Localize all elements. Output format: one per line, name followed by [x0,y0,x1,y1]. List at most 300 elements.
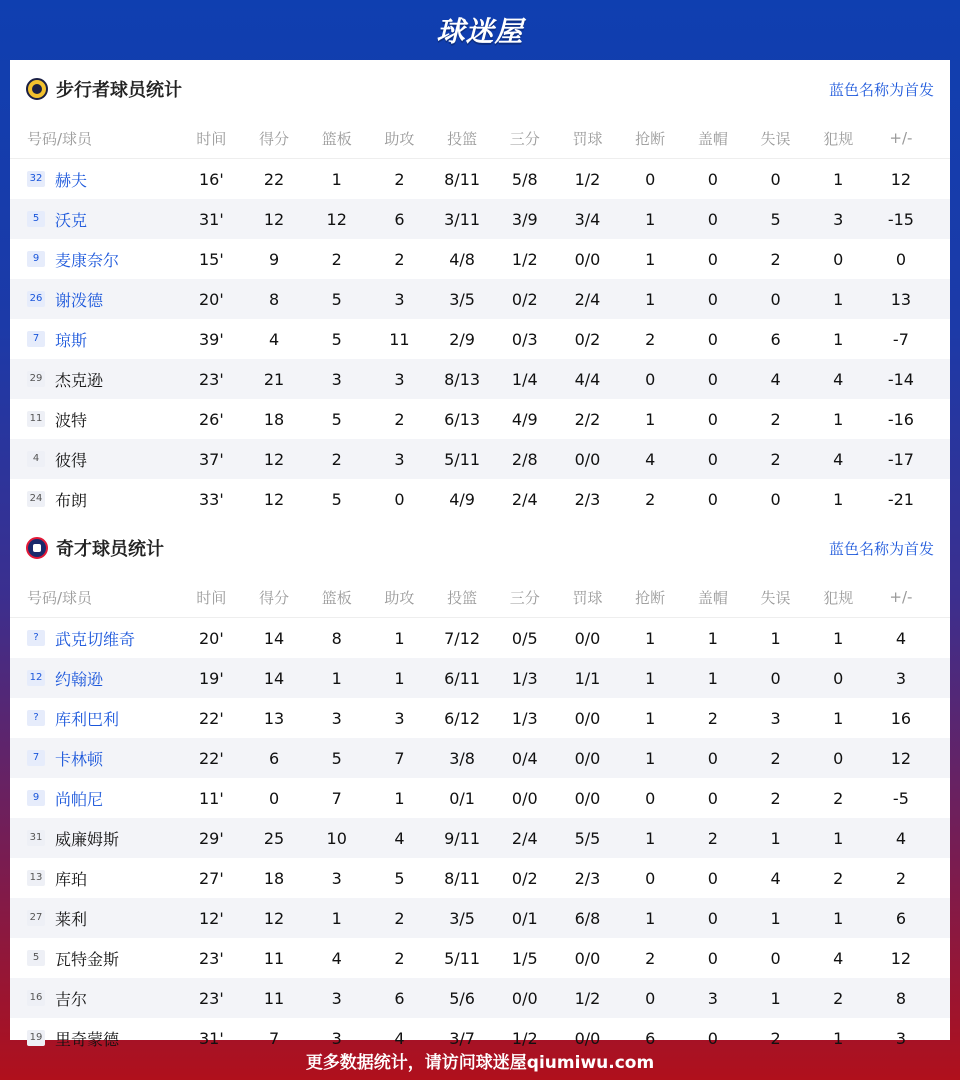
stat-cell: 3/5 [449,908,475,928]
column-header: 得分 [259,129,290,148]
stat-cell: 4 [268,329,280,349]
team-header [10,60,950,118]
jersey-number-badge: 29 [27,371,45,387]
stat-cell: -7 [892,329,909,349]
stat-cell: 0/0 [574,948,601,968]
player-name[interactable]: 赫夫 [55,170,88,190]
stat-cell: 6 [268,748,280,768]
stat-cell: 8 [895,988,906,1008]
footer-banner[interactable] [0,1040,960,1080]
stat-cell: 6 [645,1028,656,1048]
stat-cell: 6/13 [444,409,481,429]
stat-cell: 1 [645,828,656,848]
stat-cell: 3 [331,369,342,389]
stat-cell: 5 [331,489,342,509]
stat-cell: 5 [770,209,781,229]
stat-cell: 2 [770,409,781,429]
stat-cell: 12 [890,169,912,189]
stat-cell: 27' [198,868,224,888]
stat-cell: 1 [770,988,781,1008]
stat-cell: 5/6 [449,988,475,1008]
stat-cell: 1/4 [511,369,538,389]
stat-cell: 0/1 [449,788,475,808]
column-header: 篮板 [321,588,352,607]
stat-cell: 12 [263,908,285,928]
stat-cell: 2 [833,988,844,1008]
column-header: 篮板 [321,129,352,148]
table-row [10,858,950,898]
column-header: 抢断 [635,129,666,148]
stat-cell: 14 [263,628,285,648]
table-row [10,159,950,199]
stat-cell: 8/11 [444,868,481,888]
stat-cell: 2 [645,489,656,509]
stat-cell: 22 [263,169,285,189]
starter-note: 蓝色名称为首发 [828,539,934,558]
stat-cell: 2/4 [511,828,538,848]
stat-cell: 2 [394,908,405,928]
player-name[interactable]: 里奇蒙德 [55,1029,120,1049]
stat-cell: 9 [268,249,280,269]
footer-text: 更多数据统计，请访问球迷屋qiumiwu.com [305,1052,655,1073]
player-name[interactable]: 吉尔 [55,989,88,1009]
table-row [10,658,950,698]
stat-cell: 0 [707,868,718,888]
stat-cell: 1 [833,489,844,509]
player-cell [10,448,180,471]
stat-cell: 0/0 [511,788,538,808]
stat-cell: 4 [833,948,844,968]
player-cell [10,328,180,351]
stat-cell: 5/11 [444,449,481,469]
table-row [10,618,950,658]
stat-cell: 25 [263,828,285,848]
stat-cell: 0/2 [511,868,538,888]
player-name[interactable]: 莱利 [55,909,88,929]
stat-cell: 23' [198,988,224,1008]
stat-cell: 0 [833,748,844,768]
stat-cell: 2 [394,169,405,189]
player-cell [10,907,180,930]
stat-cell: 1 [331,169,342,189]
stat-cell: 8 [331,628,342,648]
stat-cell: 1 [645,249,656,269]
pacers-logo-icon [26,78,48,100]
column-header: 失误 [760,588,791,607]
player-name[interactable]: 武克切维奇 [55,629,136,649]
stat-cell: 23' [198,369,224,389]
stat-cell: 0 [645,988,656,1008]
stat-cell: 2 [770,449,781,469]
stat-cell: 1/2 [511,1028,538,1048]
stat-cell: 12 [263,449,285,469]
stat-cell: 3 [331,868,342,888]
stat-cell: 3 [394,708,405,728]
player-name[interactable]: 瓦特金斯 [55,949,120,969]
stat-cell: 1 [645,628,656,648]
jersey-number-badge: ? [27,710,45,726]
stat-cell: -21 [887,489,914,509]
stat-cell: 2/4 [511,489,538,509]
player-name[interactable]: 卡林顿 [55,749,104,769]
player-rows [10,618,950,1058]
stat-cell: 1 [770,908,781,928]
jersey-number-badge: 11 [27,411,45,427]
stat-cell: 4 [770,369,781,389]
stat-cell: 0 [645,369,656,389]
wizards-logo-icon [26,537,48,559]
column-header: +/- [889,129,913,147]
stat-cell: 3/4 [574,209,601,229]
stat-cell: 2/2 [574,409,601,429]
stat-cell: 5 [331,409,342,429]
stat-cell: 1 [645,409,656,429]
stat-cell: 23' [198,948,224,968]
jersey-number-badge: ? [27,630,45,646]
stat-cell: 13 [263,708,285,728]
column-header: 犯规 [823,129,854,148]
table-row [10,778,950,818]
column-header: 号码/球员 [27,588,93,607]
column-header: 时间 [196,129,227,148]
stat-cell: 1 [833,828,844,848]
stat-cell: 4/9 [511,409,538,429]
player-cell [10,408,180,431]
table-row [10,698,950,738]
stat-cell: 2 [707,708,718,728]
stat-cell: 0 [833,249,844,269]
stat-cell: 6 [895,908,906,928]
jersey-number-badge: 4 [27,451,45,467]
stat-cell: 2 [394,948,405,968]
stat-cell: 0 [707,289,718,309]
stat-cell: 0 [707,209,718,229]
stat-cell: 31' [198,1028,224,1048]
column-header: 盖帽 [697,129,728,148]
stat-cell: 6 [394,209,405,229]
jersey-number-badge: 31 [27,830,45,846]
stat-cell: 7 [394,748,405,768]
app-header [0,0,960,60]
stat-cell: 16' [198,169,224,189]
stat-cell: 1/2 [574,169,601,189]
stat-cell: 4/4 [574,369,601,389]
stat-cell: 2 [833,788,844,808]
player-name[interactable]: 约翰逊 [55,669,104,689]
stat-cell: 2 [707,828,718,848]
stat-cell: 4 [394,828,405,848]
player-cell [10,627,180,650]
column-header: 投篮 [447,129,478,148]
player-cell [10,827,180,850]
player-cell [10,707,180,730]
jersey-number-badge: 27 [27,910,45,926]
table-row [10,978,950,1018]
stat-cell: 4/9 [449,489,475,509]
stat-cell: 8/13 [444,369,481,389]
stat-cell: 2 [833,868,844,888]
stat-cell: 8/11 [444,169,481,189]
stat-cell: 22' [198,748,224,768]
table-row [10,818,950,858]
stat-cell: 21 [263,369,285,389]
stat-cell: 18 [263,868,285,888]
stat-cell: 11 [263,988,285,1008]
stat-cell: 0 [707,948,718,968]
player-name[interactable]: 谢泼德 [55,290,104,310]
player-name[interactable]: 沃克 [55,210,88,230]
stat-cell: 8 [268,289,280,309]
stat-cell: 1 [707,628,718,648]
stat-cell: 1/3 [511,668,538,688]
stat-cell: 1 [394,668,405,688]
stat-cell: 15' [198,249,224,269]
jersey-number-badge: 19 [27,1030,45,1046]
stat-cell: 12 [326,209,347,229]
stat-cell: 0 [707,409,718,429]
stat-cell: 0 [268,788,280,808]
stat-cell: 0 [645,788,656,808]
player-name[interactable]: 杰克逊 [55,370,104,390]
stat-cell: 4 [895,828,906,848]
stat-cell: 22' [198,708,224,728]
stat-cell: 2/4 [574,289,601,309]
stat-cell: 33' [198,489,224,509]
stat-cell: 4 [833,449,844,469]
stat-cell: 0 [833,668,844,688]
stat-cell: 2 [394,249,405,269]
table-row [10,279,950,319]
stat-cell: 20' [198,289,224,309]
player-cell [10,987,180,1010]
site-logo: 球迷屋 [436,15,524,48]
stat-cell: 2 [770,249,781,269]
stat-cell: 1 [645,908,656,928]
stat-cell: 4/8 [449,249,475,269]
stat-cell: 3 [394,369,405,389]
stat-cell: 4 [645,449,656,469]
column-header: 失误 [760,129,791,148]
stat-cell: 5/5 [574,828,601,848]
player-name[interactable]: 库利巴利 [55,709,120,729]
stat-cell: 3 [895,1028,906,1048]
stat-cell: 18 [263,409,285,429]
stat-cell: 0/0 [574,1028,601,1048]
stat-cell: 0 [770,489,781,509]
stat-cell: 2 [645,948,656,968]
stat-cell: 3 [394,289,405,309]
jersey-number-badge: 12 [27,670,45,686]
jersey-number-badge: 5 [27,211,45,227]
stat-cell: 5 [331,329,342,349]
table-row [10,938,950,978]
stat-cell: 11 [389,329,410,349]
stat-cell: 3 [770,708,781,728]
team-title: 步行者球员统计 [56,80,182,101]
stat-cell: 12 [890,748,912,768]
column-header: 抢断 [635,588,666,607]
player-cell [10,947,180,970]
stat-cell: -5 [892,788,909,808]
stat-cell: 3 [331,1028,342,1048]
stat-cell: 3 [331,708,342,728]
stat-cell: 12' [198,908,224,928]
player-cell [10,867,180,890]
stat-cell: 0 [394,489,405,509]
stat-cell: 1 [833,169,844,189]
player-cell [10,667,180,690]
stat-cell: -15 [887,209,914,229]
stat-cell: 1 [833,329,844,349]
table-row [10,479,950,519]
jersey-number-badge: 16 [27,990,45,1006]
table-row [10,439,950,479]
stat-cell: 12 [263,489,285,509]
stat-cell: 29' [198,828,224,848]
stat-cell: 0 [895,249,906,269]
column-header: 盖帽 [697,588,728,607]
player-name[interactable]: 麦康奈尔 [55,250,120,270]
stats-panel [10,60,950,1049]
stat-cell: 12 [890,948,912,968]
jersey-number-badge: 5 [27,950,45,966]
stat-cell: 1 [770,628,781,648]
player-cell [10,248,180,271]
column-header: 罚球 [572,588,603,607]
stat-cell: 9/11 [444,828,481,848]
stat-cell: 6 [770,329,781,349]
stat-cell: 1/1 [574,668,601,688]
stat-cell: 1 [331,668,342,688]
stat-cell: 4 [833,369,844,389]
stat-cell: 12 [263,209,285,229]
team-section-pacers [10,60,950,519]
stat-cell: 39' [198,329,224,349]
stat-cell: 7 [331,788,342,808]
stat-cell: 1/3 [511,708,538,728]
stat-cell: 0/2 [574,329,601,349]
stat-cell: 0/0 [511,988,538,1008]
stat-cell: 2/8 [511,449,538,469]
jersey-number-badge: 32 [27,171,45,187]
player-name[interactable]: 库珀 [55,869,88,889]
table-row [10,399,950,439]
stat-cell: 2 [331,449,342,469]
stat-cell: 4 [770,868,781,888]
stat-cell: 0/0 [574,748,601,768]
jersey-number-badge: 7 [27,331,45,347]
jersey-number-badge: 9 [27,251,45,267]
stat-cell: 5 [331,289,342,309]
stat-cell: 6/11 [444,668,481,688]
jersey-number-badge: 9 [27,790,45,806]
stat-cell: 0 [707,908,718,928]
stat-cell: 0 [707,489,718,509]
column-header: 罚球 [572,129,603,148]
stat-cell: 3 [895,668,906,688]
stat-cell: 13 [890,289,912,309]
jersey-number-badge: 24 [27,491,45,507]
column-header: +/- [889,588,913,606]
table-row [10,319,950,359]
stat-cell: 0/0 [574,708,601,728]
stat-cell: 7/12 [444,628,481,648]
stat-cell: 1 [833,908,844,928]
stat-cell: 0 [707,1028,718,1048]
column-header: 犯规 [823,588,854,607]
stat-cell: 2 [770,748,781,768]
stat-cell: 3/7 [449,1028,475,1048]
stat-cell: 0 [707,249,718,269]
column-header: 三分 [509,588,540,607]
table-row [10,738,950,778]
player-cell [10,168,180,191]
player-name[interactable]: 尚帕尼 [55,789,104,809]
player-name[interactable]: 彼得 [55,450,88,470]
stat-cell: 4 [895,628,906,648]
stat-cell: 0 [770,668,781,688]
stat-cell: 19' [198,668,224,688]
player-cell [10,787,180,810]
stat-cell: 3/9 [511,209,538,229]
stat-cell: 0/2 [511,289,538,309]
player-cell [10,208,180,231]
stat-cell: 0/4 [511,748,538,768]
player-name[interactable]: 威廉姆斯 [55,829,120,849]
stat-cell: 3 [833,209,844,229]
stat-cell: 2/3 [574,868,601,888]
stat-cell: 0 [707,788,718,808]
stat-cell: 26' [198,409,224,429]
stat-cell: 3/11 [444,209,481,229]
table-row [10,239,950,279]
stat-cell: 2/9 [449,329,475,349]
stat-cell: 0/3 [511,329,538,349]
stat-cell: 4 [394,1028,405,1048]
team-title: 奇才球员统计 [56,539,164,560]
player-cell [10,368,180,391]
player-cell [10,288,180,311]
stat-cell: 3/8 [449,748,475,768]
stat-cell: 11 [263,948,285,968]
stat-cell: 5 [331,748,342,768]
player-name[interactable]: 布朗 [55,490,88,510]
stat-cell: 1 [645,708,656,728]
jersey-number-badge: 13 [27,870,45,886]
jersey-number-badge: 26 [27,291,45,307]
table-header [10,577,950,618]
stat-cell: 11' [198,788,224,808]
player-name[interactable]: 波特 [55,410,88,430]
stat-cell: 0/0 [574,788,601,808]
player-name[interactable]: 琼斯 [55,330,88,350]
starter-note: 蓝色名称为首发 [828,80,934,99]
column-header: 三分 [509,129,540,148]
stat-cell: 0/0 [574,449,601,469]
stat-cell: 2 [394,409,405,429]
stat-cell: 1 [833,1028,844,1048]
stat-cell: -17 [887,449,914,469]
jersey-number-badge: 7 [27,750,45,766]
stat-cell: 1 [394,628,405,648]
stat-cell: -14 [887,369,914,389]
stat-cell: 1/2 [511,249,538,269]
stat-cell: 0 [707,449,718,469]
stat-cell: 2 [895,868,906,888]
stat-cell: 16 [890,708,912,728]
stat-cell: 1 [645,289,656,309]
column-header: 助攻 [384,129,415,148]
